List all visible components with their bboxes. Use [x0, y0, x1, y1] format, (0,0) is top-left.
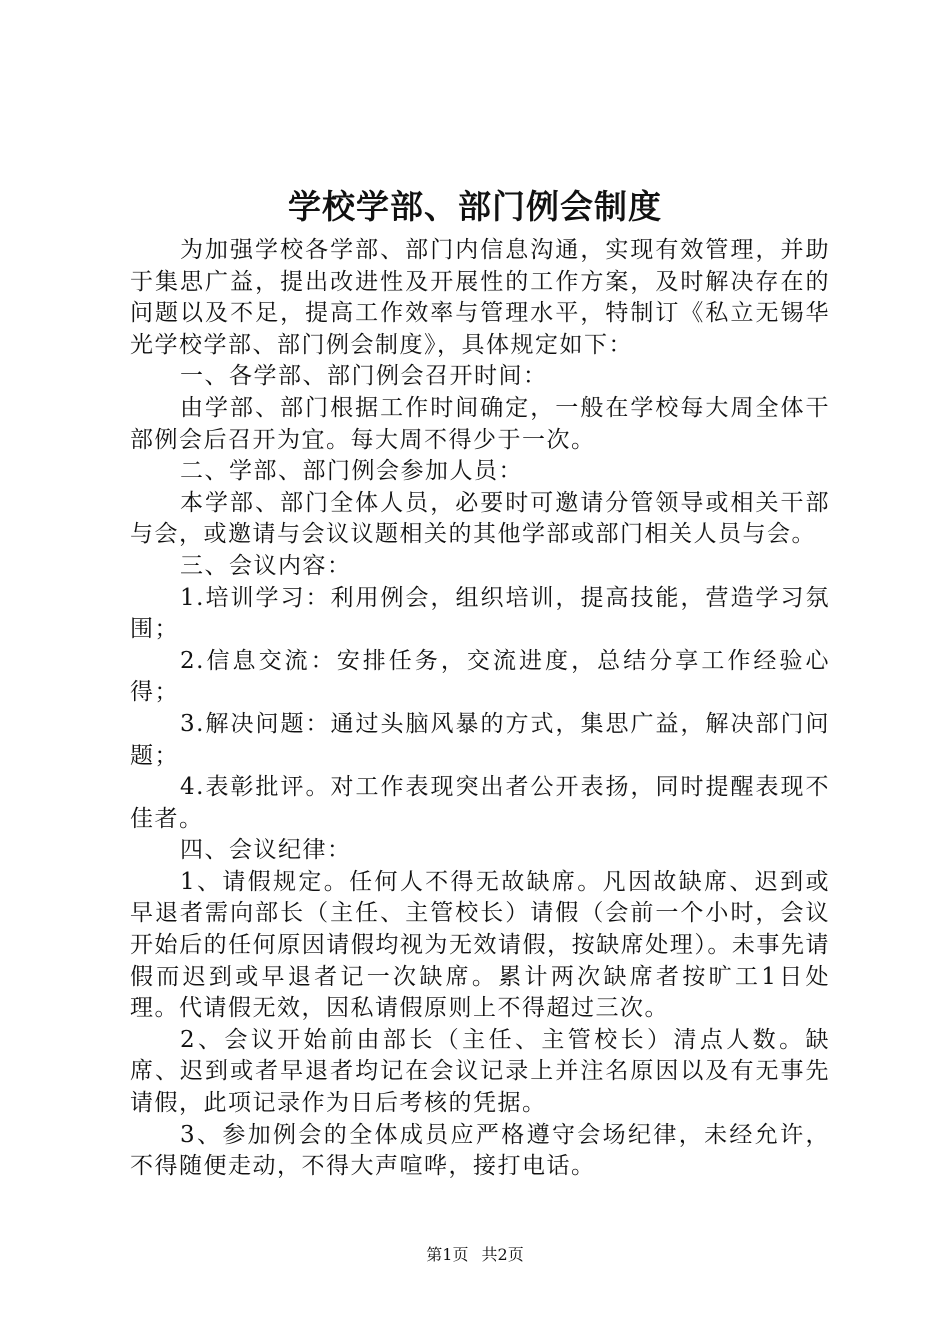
content-item-training: 1.培训学习：利用例会，组织培训，提高技能，营造学习氛围； [130, 584, 830, 643]
discipline-item-conduct: 3、参加例会的全体成员应严格遵守会场纪律，未经允许，不得随便走动，不得大声喧哗，接打电话。 [130, 1121, 830, 1180]
paragraph-time: 由学部、部门根据工作时间确定，一般在学校每大周全体干部例会后召开为宜。每大周不得少于一次。 [130, 394, 830, 453]
section-heading-time: 一、各学部、部门例会召开时间： [180, 363, 548, 390]
paragraph-intro: 为加强学校各学部、部门内信息沟通，实现有效管理，并助于集思广益，提出改进性及开展性的工作方案，及时解决存在的问题以及不足，提高工作效率与管理水平，特制订《私立无锡华光学校学部、部门例会制度》，具体规定如下： [130, 237, 830, 358]
content-item-exchange: 2.信息交流：安排任务，交流进度，总结分享工作经验心得； [130, 647, 830, 706]
page-footer [0, 1243, 950, 1267]
discipline-item-roll-call: 2、会议开始前由部长（主任、主管校长）清点人数。缺席、迟到或者早退者均记在会议记录上并注名原因以及有无事先请假，此项记录作为日后考核的凭据。 [130, 1026, 830, 1117]
content-item-commendation: 4.表彰批评。对工作表现突出者公开表扬，同时提醒表现不佳者。 [130, 774, 830, 832]
document-title: 学校学部、部门例会制度 [288, 187, 662, 226]
section-heading-content: 三、会议内容： [180, 552, 352, 579]
document-body [130, 235, 830, 1183]
page-number-current: 第1页 [426, 1245, 469, 1264]
discipline-item-leave: 1、请假规定。任何人不得无故缺席。凡因故缺席、迟到或早退者需向部长（主任、主管校长）请假（会前一个小时，会议开始后的任何原因请假均视为无效请假，按缺席处理）。未事先请假而迟到或早退者记一次缺席。累计两次缺席者按旷工1日处理。代请假无效，因私请假原则上不得超过三次。 [130, 868, 830, 1022]
content-item-problem-solving: 3.解决问题：通过头脑风暴的方式，集思广益，解决部门问题； [130, 710, 830, 769]
paragraph-attendees: 本学部、部门全体人员，必要时可邀请分管领导或相关干部与会，或邀请与会议议题相关的其他学部或部门相关人员与会。 [130, 489, 830, 548]
section-heading-attendees: 二、学部、部门例会参加人员： [180, 458, 523, 485]
section-heading-discipline: 四、会议纪律： [180, 837, 352, 864]
page-number-total: 共2页 [481, 1245, 524, 1264]
